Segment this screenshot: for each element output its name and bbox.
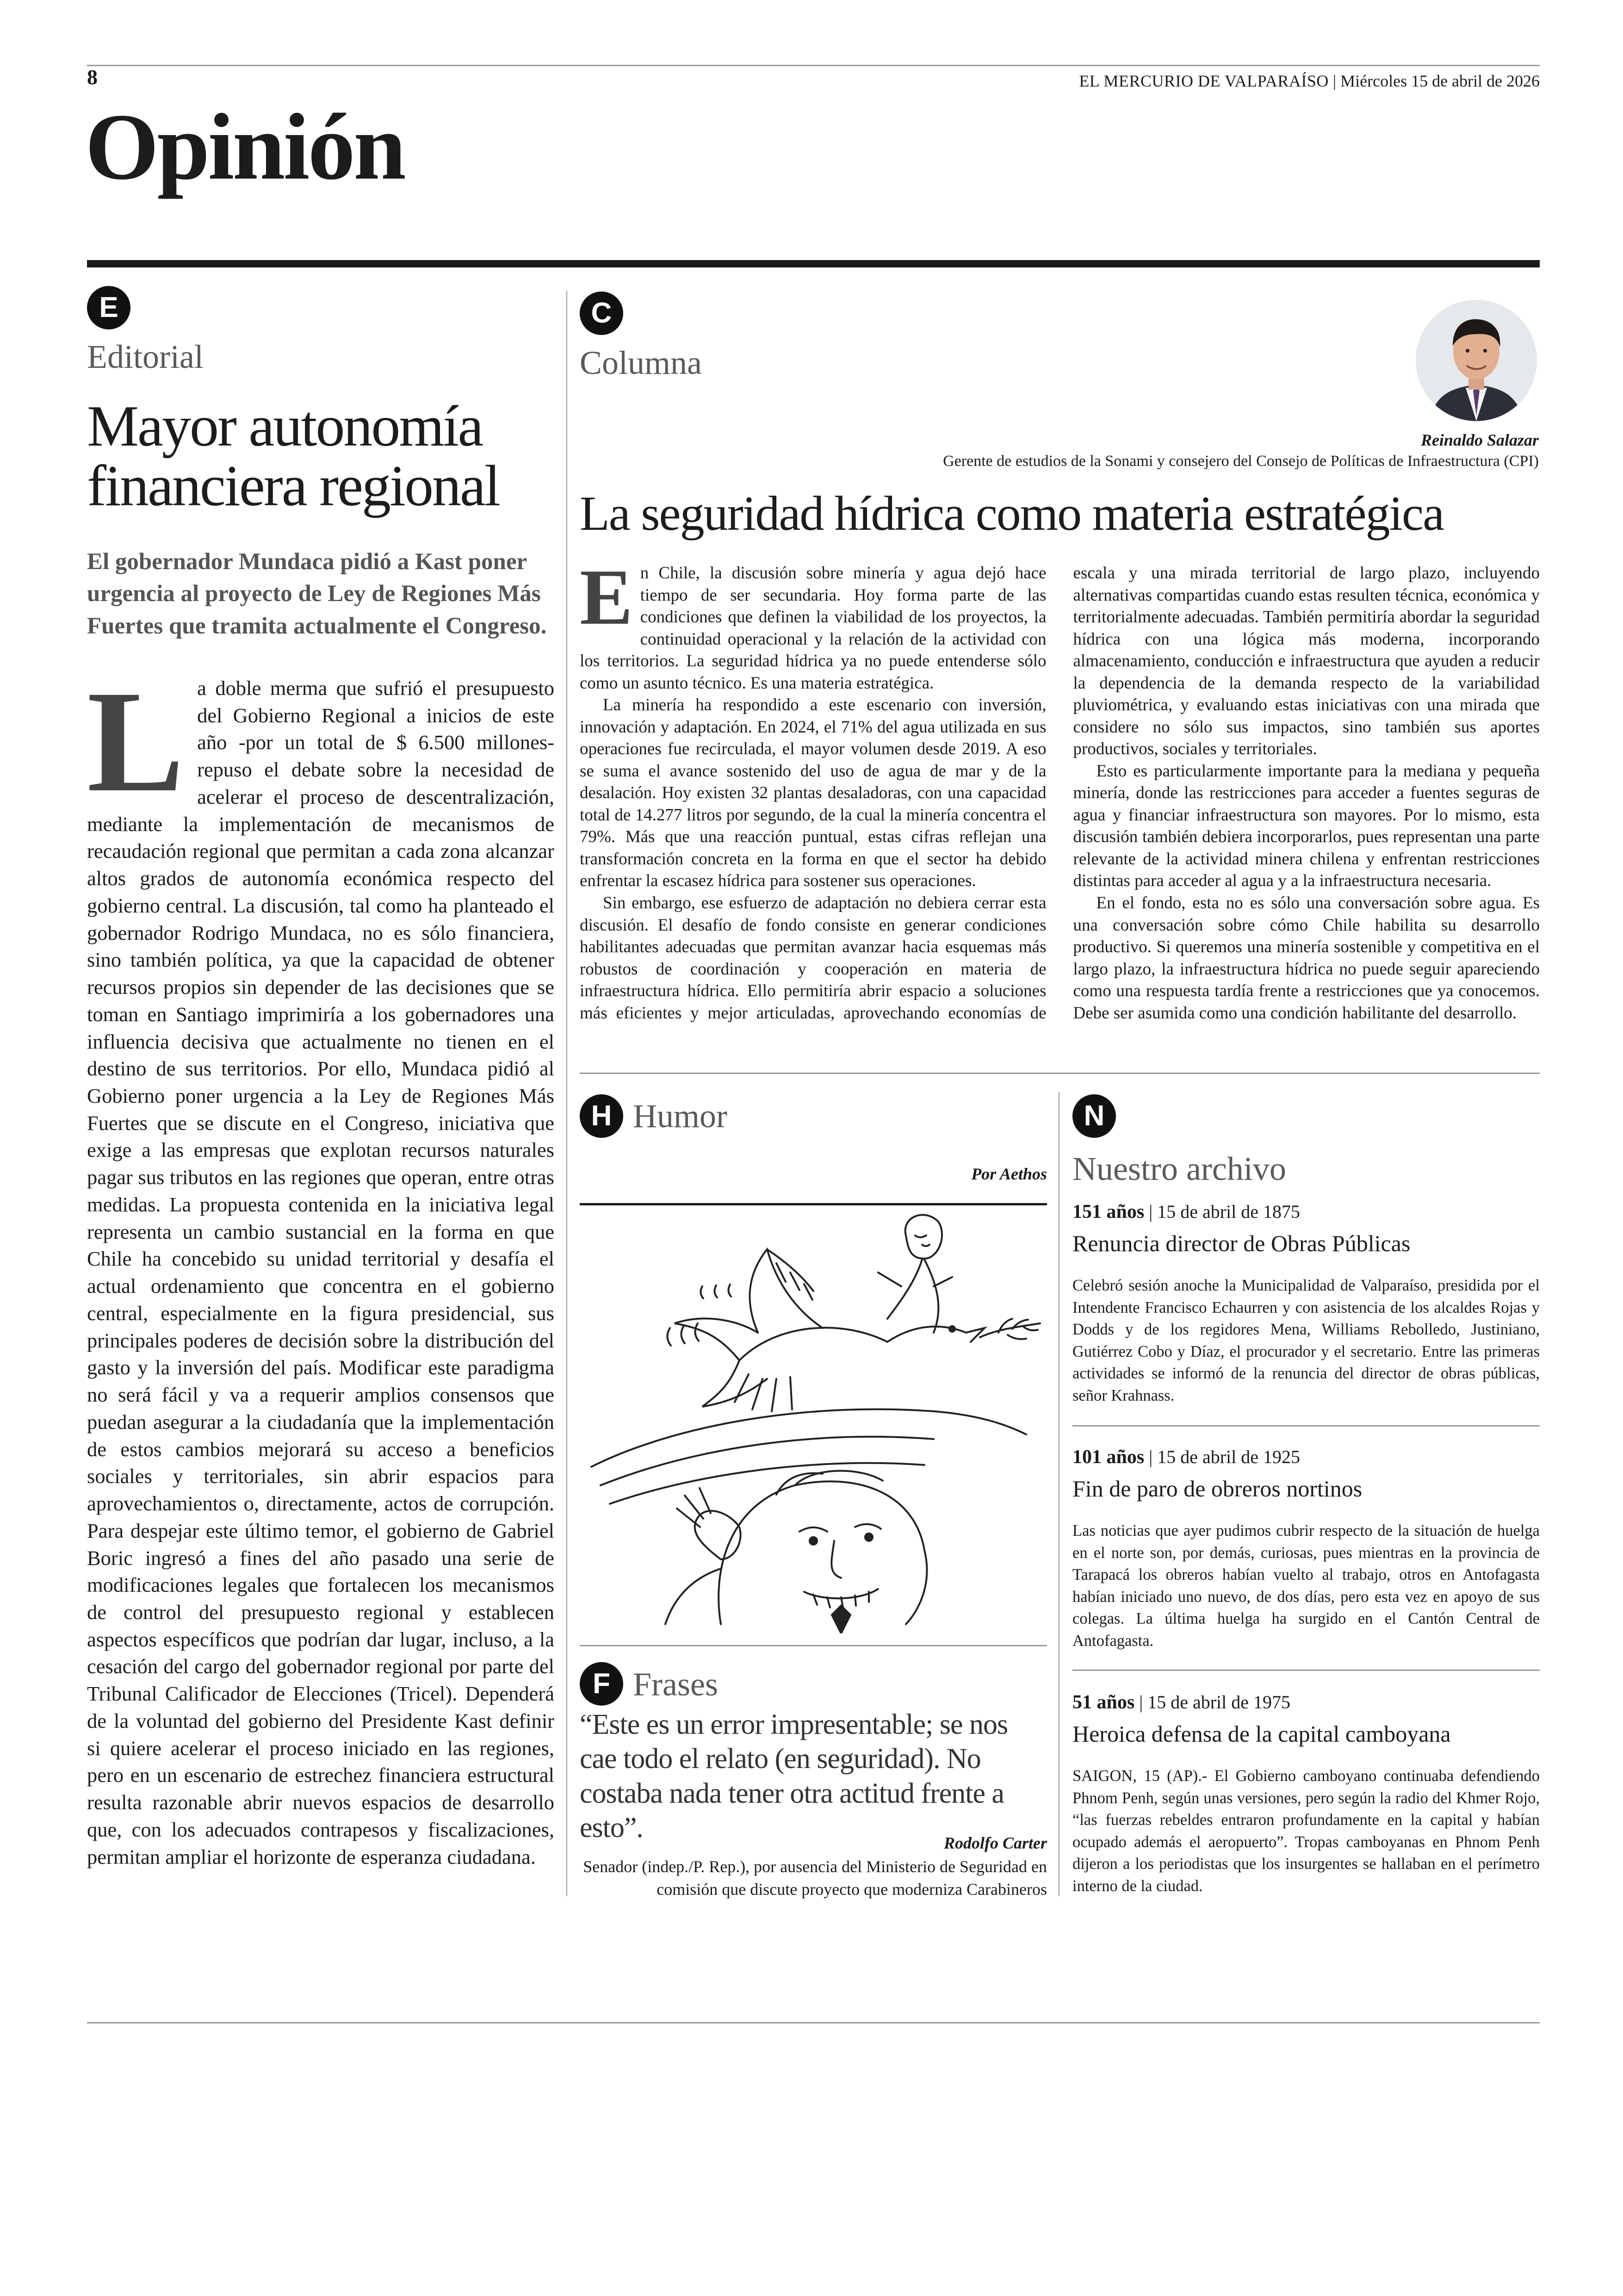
quote-author: Rodolfo Carter — [943, 1834, 1047, 1852]
quote-author-role: Senador (indep./P. Rep.), por ausencia del Ministerio de Seguridad en comisión que discute proyecto que moderniza Carabineros — [583, 1857, 1047, 1899]
column-divider-left — [566, 291, 567, 1896]
author-portrait-icon — [1416, 300, 1537, 421]
humor-bottom-rule — [580, 1645, 1047, 1646]
archive-date: | 15 de abril de 1925 — [1149, 1446, 1301, 1467]
publication-name: EL MERCURIO DE VALPARAÍSO — [1079, 72, 1329, 90]
archive-text: SAIGON, 15 (AP).- El Gobierno camboyano continuaba defendiendo Phnom Penh, según unas versiones, pero según la radio del Khmer Rojo, “las fuerzas rebeldes entraron profundamente en la capital y habían ocupado además el aeropuerto”. Tropas camboyanas en Phnom Penh dijeron a los periodistas que los insurgentes se hallaban en el perímetro interno de la ciudad. — [1072, 1767, 1540, 1895]
humor-label: Humor — [633, 1098, 727, 1135]
top-rule — [87, 65, 1540, 66]
humor-badge: H — [580, 1094, 623, 1138]
archive-years: 51 años — [1072, 1692, 1135, 1713]
section-title: Opinión — [85, 94, 404, 199]
column-badge: C — [580, 292, 623, 335]
archive-date: | 15 de abril de 1975 — [1139, 1692, 1291, 1713]
dove-cartoon-icon — [582, 1208, 1049, 1633]
archive-years: 151 años — [1072, 1201, 1145, 1222]
column-paragraph: Esto es particularmente importante para la mediana y pequeña minería, donde las restricciones para acceder a fuentes seguras de agua y financiar infraestructura son mayores. Por lo mismo, esta discusión también debiera incorporarlos, pues representan una parte relevante de la actividad minera chilena y enfrentan restricciones distintas para acceder al agua y a la infraestructura necesaria. — [1073, 761, 1540, 891]
page-number: 8 — [87, 65, 98, 89]
column-paragraph: La minería ha respondido a este escenario con inversión, innovación y adaptación. En 2024, el 71% del agua utilizada en sus operaciones fue recirculada, el mayor volumen desde 2019. A eso se suma el avance sostenido del uso de agua de mar y de la desalación. Hoy existen 32 plantas desaladoras, con una capacidad total de 14.277 litros por segundo, de la cual la minería concentra el 79%. Más que una reacción puntual, estas cifras reflejan una transformación concreta en la forma en que el sector ha debido enfrentar la escasez hídrica para sostener sus operaciones. — [580, 695, 1047, 891]
author-portrait — [1416, 300, 1537, 421]
column-paragraph: Sin embargo, ese esfuerzo de adaptación no debiera cerrar esta discusión. El desafío de fondo consiste en generar condiciones habilitantes adecuadas que permitan avanzar hacia esquemas más robustos de coordinación y cooperación en materia de infraestructura hídrica. Ello permitiría abrir espacio a soluciones más eficientes y mejor articuladas, aprovechando economías de escala y una mirada territorial de largo plazo, incluyendo alternativas compartidas cuando estas resulten técnica, económica y territorialmente adecuadas. También permitiría abordar la seguridad hídrica con una lógica más moderna, incorporando almacenamiento, conducción e infraestructura que ayuden a reducir la dependencia de la demanda respecto de la variabilidad pluviométrica, y evaluando estas iniciativas con una mirada que considere no sólo sus impactos, sino también sus aportes productivos, sociales y territoriales. — [580, 564, 1540, 1023]
column-body — [580, 553, 1540, 1024]
header-separator: | — [1332, 72, 1337, 90]
editorial-headline: Mayor autonomía financiera regional — [87, 394, 499, 518]
bottom-rule — [87, 2022, 1540, 2023]
cartoon-illustration — [582, 1208, 1049, 1633]
archive-entry-meta — [1072, 1201, 1540, 1223]
archive-entry-meta — [1072, 1691, 1540, 1713]
editorial-body — [87, 661, 554, 1870]
column-author: Reinaldo Salazar — [1420, 431, 1539, 449]
archive-divider — [1072, 1669, 1540, 1671]
section-bar — [87, 260, 1540, 267]
archive-entry — [1072, 1446, 1540, 1652]
issue-date: Miércoles 15 de abril de 2026 — [1340, 72, 1540, 90]
editorial-badge: E — [87, 286, 130, 329]
frases-badge: F — [580, 1662, 623, 1706]
column-paragraph: En Chile, la discusión sobre minería y agua dejó hace tiempo de ser secundaria. Hoy forma parte de las condiciones que definen la viabilidad de los proyectos, la continuidad operacional y la relación de la actividad con los territorios. La seguridad hídrica ya no puede entenderse sólo como un asunto técnico. Es una materia estratégica. — [580, 553, 1047, 693]
archive-entry-meta — [1072, 1446, 1540, 1468]
archive-years: 101 años — [1072, 1446, 1145, 1468]
archive-date: | 15 de abril de 1875 — [1149, 1201, 1301, 1222]
column-label: Columna — [580, 344, 702, 381]
editorial-lead: El gobernador Mundaca pidió a Kast poner urgencia al proyecto de Ley de Regiones Más Fuertes que tramita actualmente el Congreso. — [87, 549, 547, 639]
archive-entry — [1072, 1201, 1540, 1407]
column-headline: La seguridad hídrica como materia estratégica — [580, 486, 1444, 540]
header-info — [1079, 71, 1540, 91]
column-paragraph: En el fondo, esta no es sólo una conversación sobre agua. Es una conversación sobre cómo Chile habilita su desarrollo productivo. Si queremos una minería sostenible y competitiva en el largo plazo, la infraestructura hídrica no puede seguir apareciendo como una respuesta tardía frente a restricciones que ya conocemos. Debe ser asumida como una condición habilitante del desarrollo. — [1073, 893, 1540, 1023]
archive-label: Nuestro archivo — [1072, 1150, 1286, 1187]
column-dropcap: E — [580, 553, 633, 641]
archive-title: Heroica defensa de la capital camboyana — [1072, 1721, 1451, 1747]
humor-byline: Por Aethos — [971, 1165, 1047, 1183]
archive-entry — [1072, 1691, 1540, 1898]
archive-text: Celebró sesión anoche la Municipalidad de Valparaíso, presidida por el Intendente Francisco Echaurren y con asistencia de los alcaldes Rojas y Dodds y de los regidores Mena, Williams Rebolledo, Justiniano, Gutiérrez Cobo y Díaz, el procurador y el secretario. Entre las primeras actividades se informó de la renuncia del director de obras públicas, señor Krahnass. — [1072, 1277, 1540, 1405]
editorial-dropcap: L — [87, 661, 185, 822]
column-author-role: Gerente de estudios de la Sonami y consejero del Consejo de Políticas de Infraestructura (CPI) — [943, 453, 1539, 470]
column-bottom-rule — [580, 1073, 1540, 1074]
frases-label: Frases — [633, 1666, 718, 1703]
archive-title: Renuncia director de Obras Públicas — [1072, 1230, 1411, 1256]
editorial-label: Editorial — [87, 338, 204, 375]
archive-text: Las noticias que ayer pudimos cubrir respecto de la situación de huelga en el norte son, por demás, curiosas, pues mientras en la provincia de Tarapacá los obreros habían vuelto al trabajo, otros en Antofagasta habían iniciado uno nuevo, de dos días, pero esta vez en apoyo de sus colegas. La última huelga ha surgido en el Cantón Central de Antofagasta. — [1072, 1522, 1540, 1650]
quote-text: “Este es un error impresentable; se nos cae todo el relato (en seguridad). No costaba nada tener otra actitud frente a esto”. — [580, 1709, 1008, 1844]
editorial-body-text: a doble merma que sufrió el presupuesto del Gobierno Regional a inicios de este año -por un total de $ 6.500 millones- repuso el debate sobre la necesidad de acelerar el proceso de descentralización, mediante la implementación de mecanismos de recaudación regional que permitan a cada zona alcanzar altos grados de autonomía económica respecto del gobierno central. La discusión, tal como ha planteado el gobernador Rodrigo Mundaca, no es sólo financiera, sino también política, ya que la capacidad de obtener recursos propios sin depender de las decisiones que se toman en Santiago imprimiría a los gobernadores una influencia decisiva que actualmente no tienen en el destino de sus territorios. Por ello, Mundaca pidió al Gobierno poner urgencia a la Ley de Regiones Más Fuertes que se discute en el Congreso, iniciativa que exige a las empresas que explotan recursos naturales pagar sus tributos en las regiones que operan, entre otras medidas. La propuesta contenida en la iniciativa legal representa un cambio sustancial en la forma en que Chile ha concebido su unidad territorial y desafía el actual ordenamiento que concentra en el gobierno central, especialmente en la figura presidencial, sus principales poderes de decisión sobre la distribución del gasto y la inversión del país. Modificar este paradigma no será fácil y va a requerir amplios consensos que puedan asegurar a la ciudadanía que la implementación de estos cambios mejorará su acceso a beneficios sociales y territoriales, sin abrir espacios para aprovechamientos o, directamente, actos de corrupción. Para despejar este último temor, el gobierno de Gabriel Boric ingresó a fines del año pasado una serie de modificaciones legales que fortalecen los mecanismos de control del presupuesto regional y establecen aspectos específicos que podrían dar lugar, incluso, a la cesación del cargo del gobernador regional por parte del Tribunal Calificador de Elecciones (Tricel). Dependerá de la voluntad del gobierno del Presidente Kast definir si quiere acelerar el proceso iniciado en las regiones, pero en un escenario de estrechez financiera estructural resulta razonable abrir nuevos espacios de desarrollo que, con los adecuados contrapesos y fiscalizaciones, permitan ampliar el horizonte de esperanza ciudadana. — [87, 676, 554, 1868]
humor-rule — [580, 1203, 1047, 1205]
archive-title: Fin de paro de obreros nortinos — [1072, 1476, 1363, 1502]
archive-divider — [1072, 1425, 1540, 1427]
archive-badge: N — [1072, 1094, 1116, 1138]
